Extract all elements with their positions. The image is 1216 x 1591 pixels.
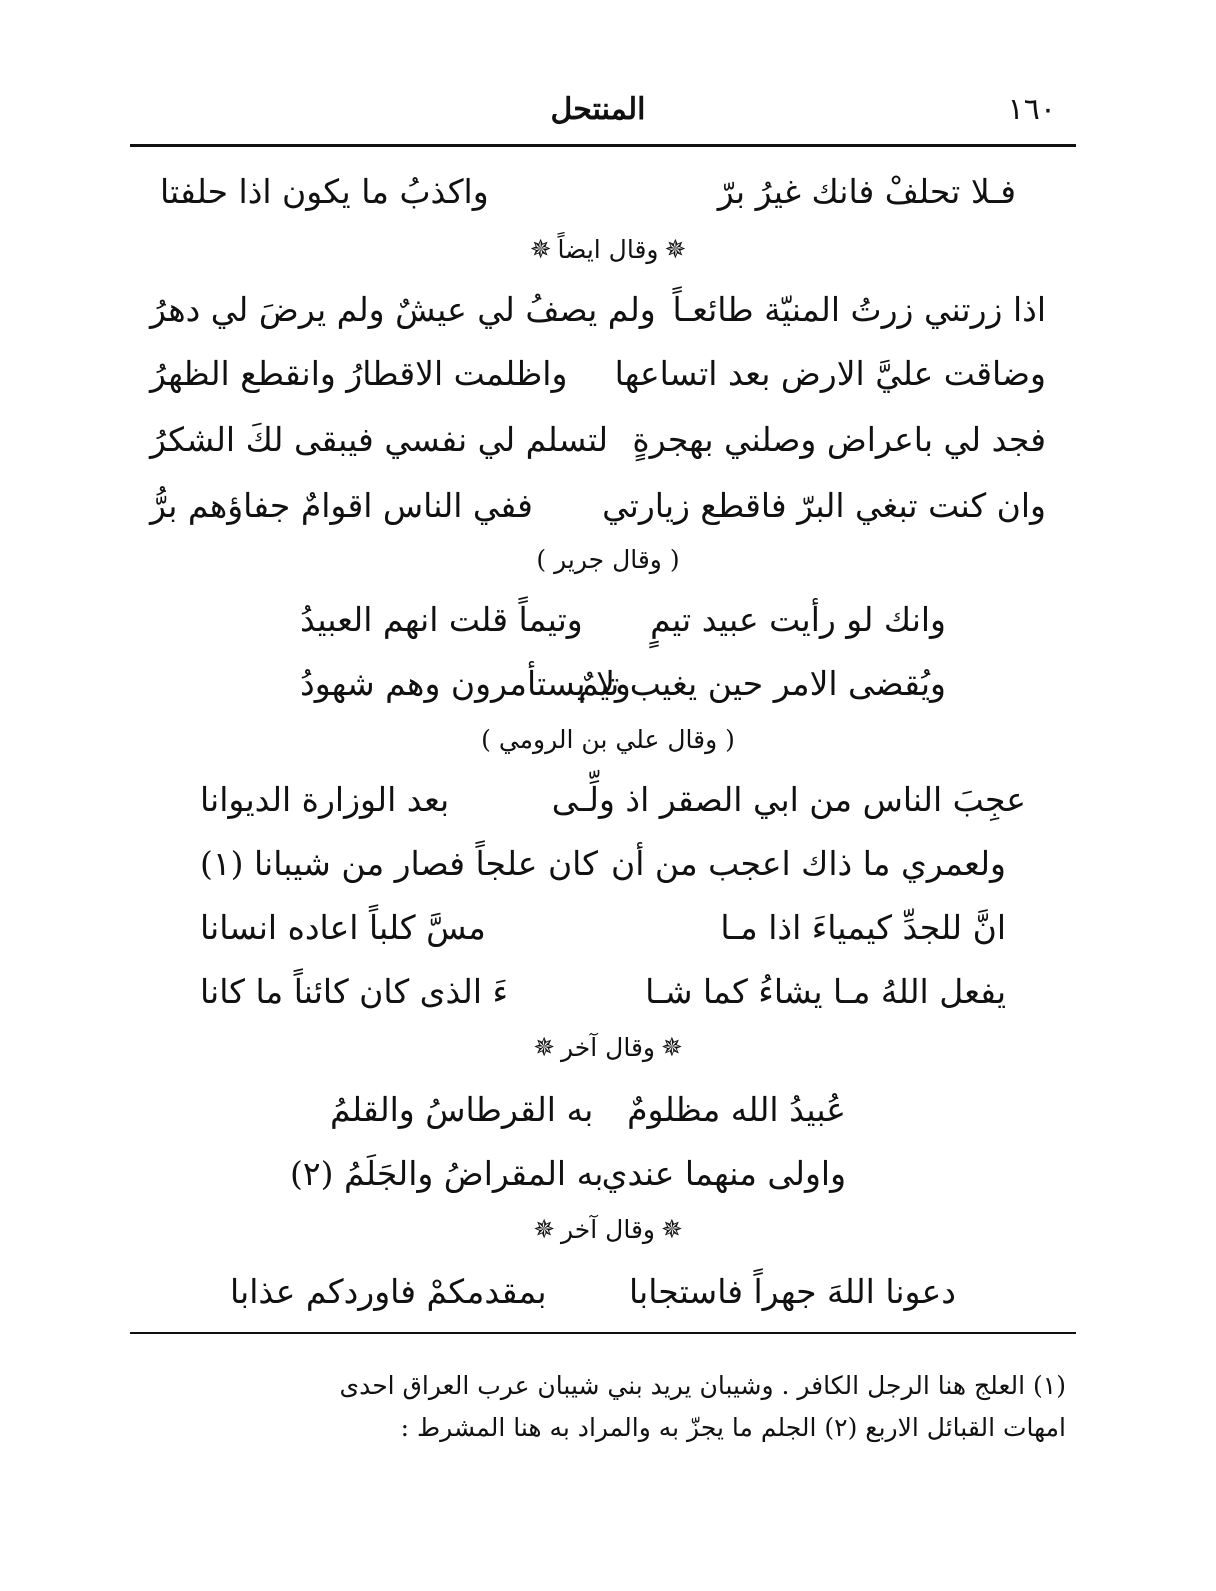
verse-line: فـلا تحلفْ فانك غيرُ برّ واكذبُ ما يكون اذا حلفتا bbox=[160, 172, 1016, 211]
ornament-icon: ✵ bbox=[529, 235, 552, 265]
verse-line: دعونا اللهَ جهراً فاستجابا بمقدمكمْ فاوردكم عذابا bbox=[230, 1272, 956, 1311]
running-title: المنتحل bbox=[550, 92, 646, 127]
verse-line: وان كنت تبغي البرّ فاقطع زيارتي ففي الناس اقوامٌ جفاؤهم برُّ bbox=[150, 486, 1046, 525]
ornament-icon: ✵ bbox=[660, 1215, 683, 1245]
footnote-line: (١) العلج هنا الرجل الكافر . وشيبان يريد بني شيبان عرب العراق احدى bbox=[339, 1371, 1066, 1400]
section-heading: ✵وقال ايضاً✵ bbox=[529, 235, 687, 265]
header-rule bbox=[130, 144, 1076, 147]
ornament-icon: ✵ bbox=[533, 1033, 556, 1063]
ornament-icon: ✵ bbox=[533, 1215, 556, 1245]
verse-line: ويُقضى الامر حين يغيب تيمٌ ولا يستأمرون وهم شهودُ bbox=[300, 664, 946, 703]
ornament-icon: ✵ bbox=[664, 235, 687, 265]
verse-line: عُبيدُ الله مظلومٌ به القرطاسُ والقلمُ bbox=[330, 1090, 846, 1129]
verse-line: وضاقت عليَّ الارض بعد اتساعها واظلمت الاقطارُ وانقطع الظهرُ bbox=[150, 354, 1046, 393]
section-heading: ( وقال علي بن الرومي ) bbox=[481, 725, 735, 754]
verse-line: عجِبَ الناس من ابي الصقر اذ ولِّـى بعد الوزارة الديوانا bbox=[200, 780, 1026, 819]
verse-line: انَّ للجدِّ كيمياءَ اذا مـا مسَّ كلباً اعاده انسانا bbox=[200, 908, 1006, 947]
page-number: ١٦٠ bbox=[1007, 92, 1056, 127]
verse-line: وانك لو رأيت عبيد تيمٍ وتيماً قلت انهم العبيدُ bbox=[300, 600, 946, 639]
section-heading: ✵وقال آخر✵ bbox=[533, 1033, 683, 1063]
verse-line: فجد لي باعراض وصلني بهجرةٍ لتسلم لي نفسي فيبقى لكَ الشكرُ bbox=[150, 420, 1046, 459]
ornament-icon: ✵ bbox=[660, 1033, 683, 1063]
verse-line: اذا زرتني زرتُ المنيّة طائعـاً ولم يصفُ لي عيشٌ ولم يرضَ لي دهرُ bbox=[150, 290, 1046, 329]
verse-line: واولى منهما عندي به المقراضُ والجَلَمُ (٢) bbox=[290, 1154, 846, 1193]
section-heading: ( وقال جرير ) bbox=[536, 545, 680, 574]
verse-line: ولعمري ما ذاك اعجب من أن كان علجاً فصار من شيبانا (١) bbox=[200, 844, 1006, 883]
page-header bbox=[130, 92, 1066, 136]
footnote-rule bbox=[130, 1332, 1076, 1334]
section-heading: ✵وقال آخر✵ bbox=[533, 1215, 683, 1245]
footnote-line: امهات القبائل الاربع (٢) الجلم ما يجزّ به والمراد به هنا المشرط : bbox=[400, 1413, 1066, 1442]
verse-line: يفعل اللهُ مـا يشاءُ كما شـا ءَ الذى كان كائناً ما كانا bbox=[200, 972, 1006, 1011]
